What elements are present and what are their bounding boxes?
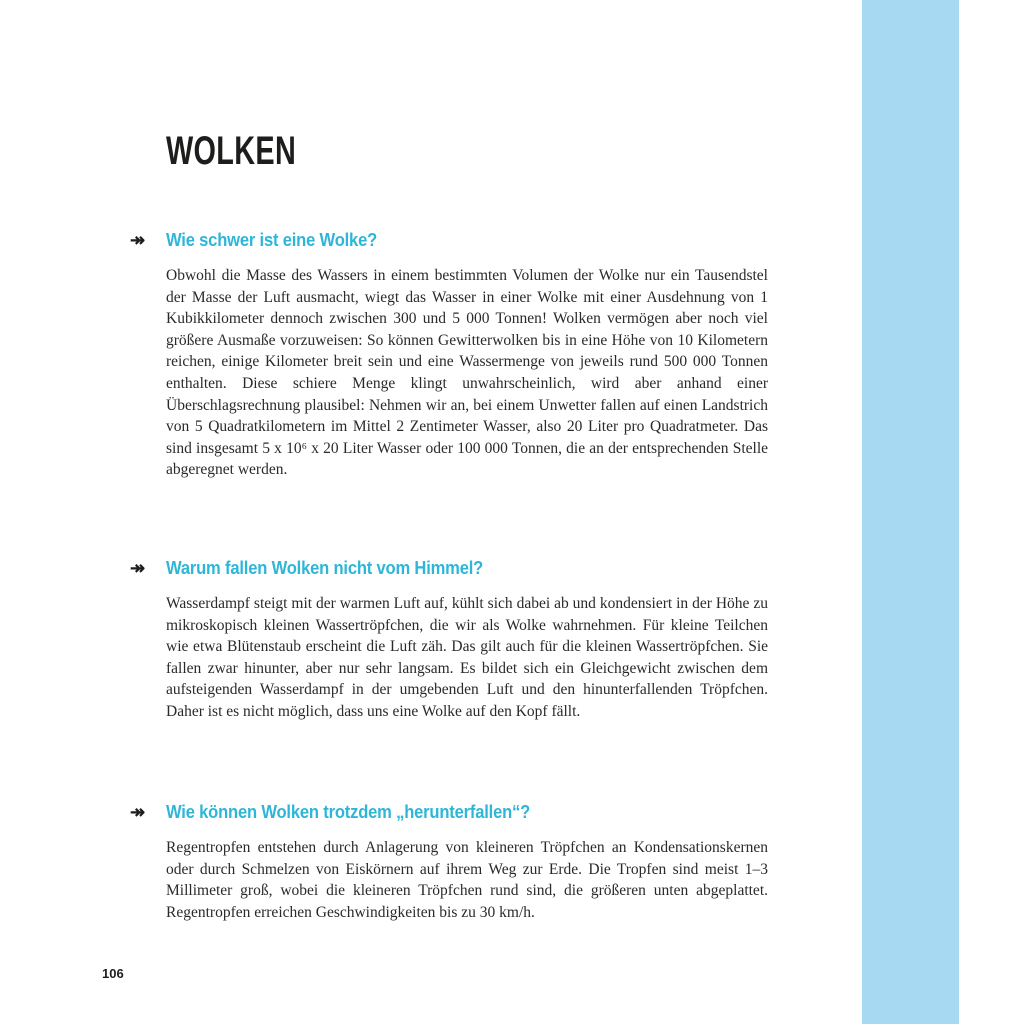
page-title: WOLKEN [166,128,297,173]
section-heading-row [130,230,770,251]
section-heading: Warum fallen Wolken nicht vom Himmel? [166,558,484,578]
section-heading: Wie können Wolken trotzdem „herunterfallen“? [166,802,531,822]
section-body: Wasserdampf steigt mit der warmen Luft auf, kühlt sich dabei ab und kondensiert in der Höhe zu mikroskopisch kleinen Wassertröpfchen, die wir als Wolke wahrnehmen. Für kleine Teilchen wie etwa Blütenstaub erscheint die Luft zäh. Das gilt auch für die kleinen Wassertröpfchen. Sie fallen zwar hinunter, aber nur sehr langsam. Es bildet sich ein Gleichgewicht zwischen dem aufsteigenden Wasserdampf in der umgebenden Luft und den hinunterfallenden Tröpfchen. Daher ist es nicht möglich, dass uns eine Wolke auf den Kopf fällt. [166,595,768,720]
section-body: Obwohl die Masse des Wassers in einem bestimmten Volumen der Wolke nur ein Tausendstel der Masse der Luft ausmacht, wiegt das Wasser in einer Wolke mit einer Ausdehnung von 1 Kubikkilometer dennoch zwischen 300 und 5 000 Tonnen! Wolken vermögen aber noch viel größere Ausmaße vorzuweisen: So können Gewitterwolken bis in eine Höhe von 10 Kilometern reichen, einige Kilometer breit sein und eine Wassermenge von jeweils rund 500 000 Tonnen enthalten. Diese schiere Menge klingt unwahrscheinlich, wird aber anhand einer Überschlagsrechnung plausibel: Nehmen wir an, bei einem Unwetter fallen auf einen Landstrich von 5 Quadratkilometern im Mittel 2 Zentimeter Wasser, also 20 Liter pro Quadratmeter. Das sind insgesamt 5 x 10⁶ x 20 Liter Wasser oder 100 000 Tonnen, die an der entsprechenden Stelle abgeregnet werden. [166,267,768,479]
double-headed-arrow-icon: ↠ [130,558,144,578]
section-heading: Wie schwer ist eine Wolke? [166,230,378,250]
section-body: Regentropfen entstehen durch Anlagerung von kleineren Tröpfchen an Kondensationskernen oder durch Schmelzen von Eiskörnern auf ihrem Weg zur Erde. Die Tropfen sind meist 1–3 Millimeter groß, wobei die kleineren Tröpfchen rund sind, die größeren unten abgeplattet. Regentropfen erreichen Geschwindigkeiten bis zu 30 km/h. [166,839,768,921]
section-heading-row [130,558,770,579]
page-number: 106 [102,966,124,981]
qa-section [130,230,770,481]
decorative-side-stripe [862,0,959,1024]
double-headed-arrow-icon: ↠ [130,230,144,250]
section-heading-row [130,802,770,823]
qa-section [130,558,770,723]
qa-section [130,802,770,923]
double-headed-arrow-icon: ↠ [130,802,144,822]
